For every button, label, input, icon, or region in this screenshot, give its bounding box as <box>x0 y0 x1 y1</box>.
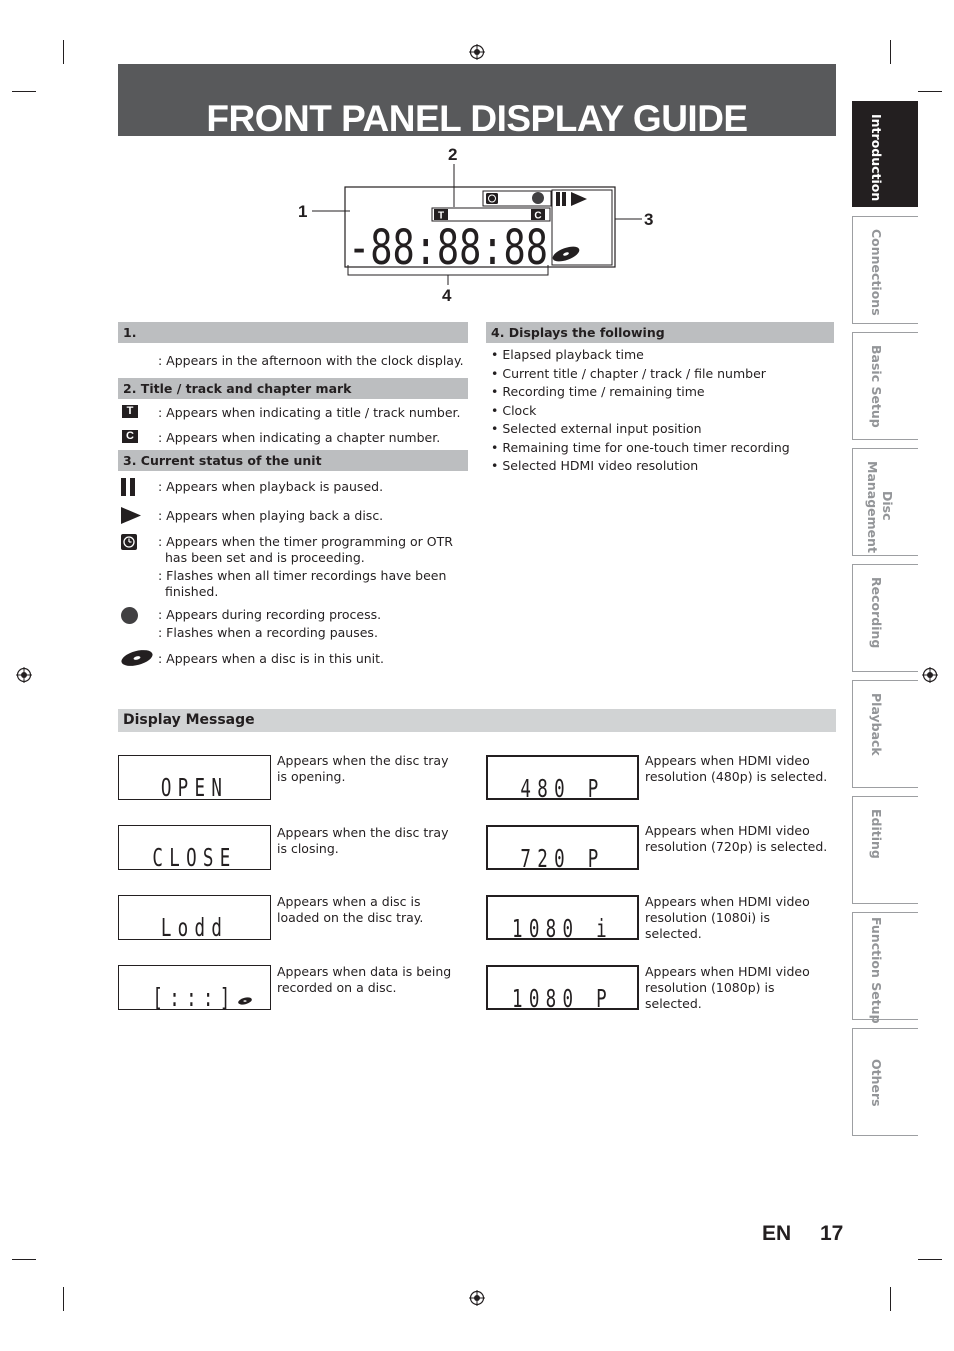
list-item: • Remaining time for one-touch timer recording <box>491 439 790 458</box>
record-text-2: : Flashes when a recording pauses. <box>158 625 378 640</box>
pause-icon <box>556 192 560 206</box>
svg-text:T: T <box>437 210 445 222</box>
list-item: • Selected HDMI video resolution <box>491 457 790 476</box>
record-icon <box>532 192 544 204</box>
registration-mark-icon <box>16 667 32 683</box>
display-box-load: Lodd <box>118 895 271 940</box>
display-box-1080i: 1080 i <box>486 895 639 940</box>
section-2-header: 2. Title / track and chapter mark <box>118 378 468 399</box>
list-item: • Recording time / remaining time <box>491 383 790 402</box>
crop-mark <box>63 1287 64 1311</box>
language-label: EN <box>762 1222 792 1245</box>
tab-others[interactable]: Others <box>852 1028 918 1136</box>
display-box-close: CLOSE <box>118 825 271 870</box>
display-message-header: Display Message <box>118 709 836 732</box>
chapter-mark-text: : Appears when indicating a chapter number. <box>158 430 441 445</box>
title-mark-icon: T <box>122 405 138 418</box>
display-desc-recording: Appears when data is being recorded on a disc. <box>277 964 452 995</box>
registration-mark-icon <box>469 1290 485 1306</box>
record-icon <box>121 607 138 624</box>
tab-recording[interactable]: Recording <box>852 564 918 672</box>
list-item: • Selected external input position <box>491 420 790 439</box>
play-icon <box>121 507 141 524</box>
display-box-recording: [:::] <box>118 965 271 1010</box>
display-desc-720p: Appears when HDMI video resolution (720p) is selected. <box>645 823 828 854</box>
tab-function-setup[interactable]: Function Setup <box>852 912 918 1020</box>
tab-playback[interactable]: Playback <box>852 680 918 788</box>
crop-mark <box>890 1287 891 1311</box>
display-desc-load: Appears when a disc is loaded on the disc tray. <box>277 894 424 925</box>
tab-connections[interactable]: Connections <box>852 216 918 324</box>
display-desc-open: Appears when the disc tray is opening. <box>277 753 449 784</box>
disc-icon <box>237 996 253 1006</box>
svg-text:C: C <box>534 210 542 222</box>
display-box-480p: 480 P <box>486 755 639 800</box>
timer-text-2a: : Flashes when all timer recordings have been <box>158 568 447 583</box>
display-box-open: OPEN <box>118 755 271 800</box>
display-box-1080p: 1080 P <box>486 965 639 1010</box>
list-item: • Clock <box>491 402 790 421</box>
timer-text-1b: has been set and is proceeding. <box>165 550 365 565</box>
section-1-header: 1. <box>118 322 468 343</box>
display-digits: -88:88:88 <box>348 220 548 276</box>
page-title: FRONT PANEL DISPLAY GUIDE <box>206 98 748 139</box>
crop-mark <box>918 1259 942 1260</box>
pause-text: : Appears when playback is paused. <box>158 479 384 494</box>
display-desc-1080i: Appears when HDMI video resolution (1080i) is selected. <box>645 894 810 941</box>
crop-mark <box>63 40 64 64</box>
display-box-720p: 720 P <box>486 825 639 870</box>
list-item: • Elapsed playback time <box>491 346 790 365</box>
crop-mark <box>12 1259 36 1260</box>
section-1-text: : Appears in the afternoon with the clock display. <box>158 353 464 368</box>
front-panel-diagram <box>290 140 670 310</box>
chapter-mark-icon: C <box>122 430 138 443</box>
disc-text: : Appears when a disc is in this unit. <box>158 651 385 666</box>
callout-4: 4 <box>442 286 452 305</box>
title-mark-text: : Appears when indicating a title / track number. <box>158 405 461 420</box>
registration-mark-icon <box>922 667 938 683</box>
callout-2: 2 <box>448 145 458 164</box>
display-desc-close: Appears when the disc tray is closing. <box>277 825 449 856</box>
play-text: : Appears when playing back a disc. <box>158 508 384 523</box>
section-4-header: 4. Displays the following <box>486 322 834 343</box>
section-3-header: 3. Current status of the unit <box>118 450 468 471</box>
tab-basic-setup[interactable]: Basic Setup <box>852 332 918 440</box>
record-text-1: : Appears during recording process. <box>158 607 382 622</box>
list-item: • Current title / chapter / track / file number <box>491 365 790 384</box>
disc-icon <box>119 647 155 669</box>
tab-disc-management[interactable]: Disc Management <box>852 448 918 556</box>
timer-text-1a: : Appears when the timer programming or OTR <box>158 534 453 549</box>
page-number: 17 <box>820 1222 844 1245</box>
display-desc-1080p: Appears when HDMI video resolution (1080p) is selected. <box>645 964 810 1011</box>
crop-mark <box>918 91 942 92</box>
section-4-list <box>491 346 790 476</box>
callout-3: 3 <box>644 210 654 229</box>
display-desc-480p: Appears when HDMI video resolution (480p) is selected. <box>645 753 828 784</box>
crop-mark <box>890 40 891 64</box>
crop-mark <box>12 91 36 92</box>
timer-icon <box>121 534 137 550</box>
registration-mark-icon <box>469 44 485 60</box>
timer-text-2b: finished. <box>165 584 219 599</box>
callout-1: 1 <box>298 202 308 221</box>
tab-introduction[interactable]: Introduction <box>852 101 918 207</box>
tab-editing[interactable]: Editing <box>852 796 918 904</box>
pause-icon <box>121 478 137 496</box>
